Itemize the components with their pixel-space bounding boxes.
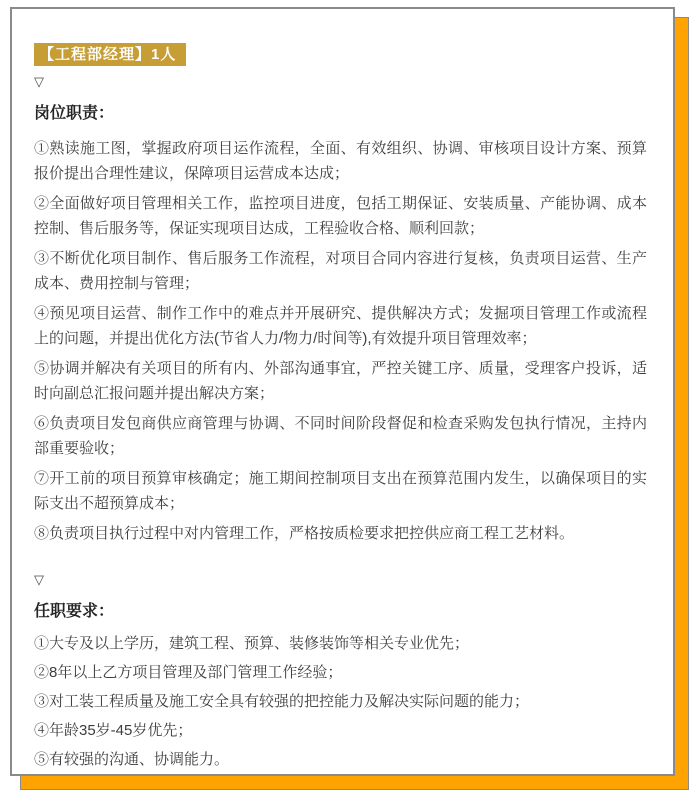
list-item: ⑧负责项目执行过程中对内管理工作，严格按质检要求把控供应商工程工艺材料。: [34, 525, 575, 542]
section-heading-responsibilities: 岗位职责：: [34, 105, 115, 122]
list-item: ④年龄35岁-45岁优先；: [34, 722, 193, 739]
triangle-down-icon: ▽: [34, 572, 44, 587]
list-item: ⑦开工前的项目预算审核确定；施工期间控制项目支出在预算范围内发生，以确保项目的实际支出不超预算成本；: [34, 470, 647, 512]
list-item: ②8年以上乙方项目管理及部门管理工作经验；: [34, 664, 343, 681]
requirements-list: [34, 631, 647, 772]
responsibilities-list: [34, 136, 647, 546]
list-item: ④预见项目运营、制作工作中的难点并开展研究、提供解决方式；发掘项目管理工作或流程上的问题，并提出优化方法(节省人力/物力/时间等),有效提升项目管理效率；: [34, 305, 647, 347]
job-posting-card: [10, 7, 675, 776]
list-item: ③对工装工程质量及施工安全具有较强的把控能力及解决实际问题的能力；: [34, 693, 530, 710]
list-item: ②全面做好项目管理相关工作，监控项目进度，包括工期保证、安装质量、产能协调、成本控制、售后服务等，保证实现项目达成，工程验收合格、顺利回款；: [34, 195, 647, 237]
section-heading-requirements: 任职要求：: [34, 603, 115, 620]
list-item: ①大专及以上学历，建筑工程、预算、装修装饰等相关专业优先；: [34, 635, 470, 652]
list-item: ⑥负责项目发包商供应商管理与协调、不同时间阶段督促和检查采购发包执行情况，主持内部重要验收；: [34, 415, 647, 457]
list-item: ⑤有较强的沟通、协调能力。: [34, 751, 230, 768]
job-title-badge: 【工程部经理】1人: [34, 43, 186, 66]
list-item: ③不断优化项目制作、售后服务工作流程，对项目合同内容进行复核，负责项目运营、生产成本、费用控制与管理；: [34, 250, 647, 292]
triangle-down-icon: ▽: [34, 74, 44, 89]
list-item: ①熟读施工图，掌握政府项目运作流程，全面、有效组织、协调、审核项目设计方案、预算报价提出合理性建议，保障项目运营成本达成；: [34, 140, 647, 182]
list-item: ⑤协调并解决有关项目的所有内、外部沟通事宜，严控关键工序、质量，受理客户投诉，适时向副总汇报问题并提出解决方案；: [34, 360, 647, 402]
